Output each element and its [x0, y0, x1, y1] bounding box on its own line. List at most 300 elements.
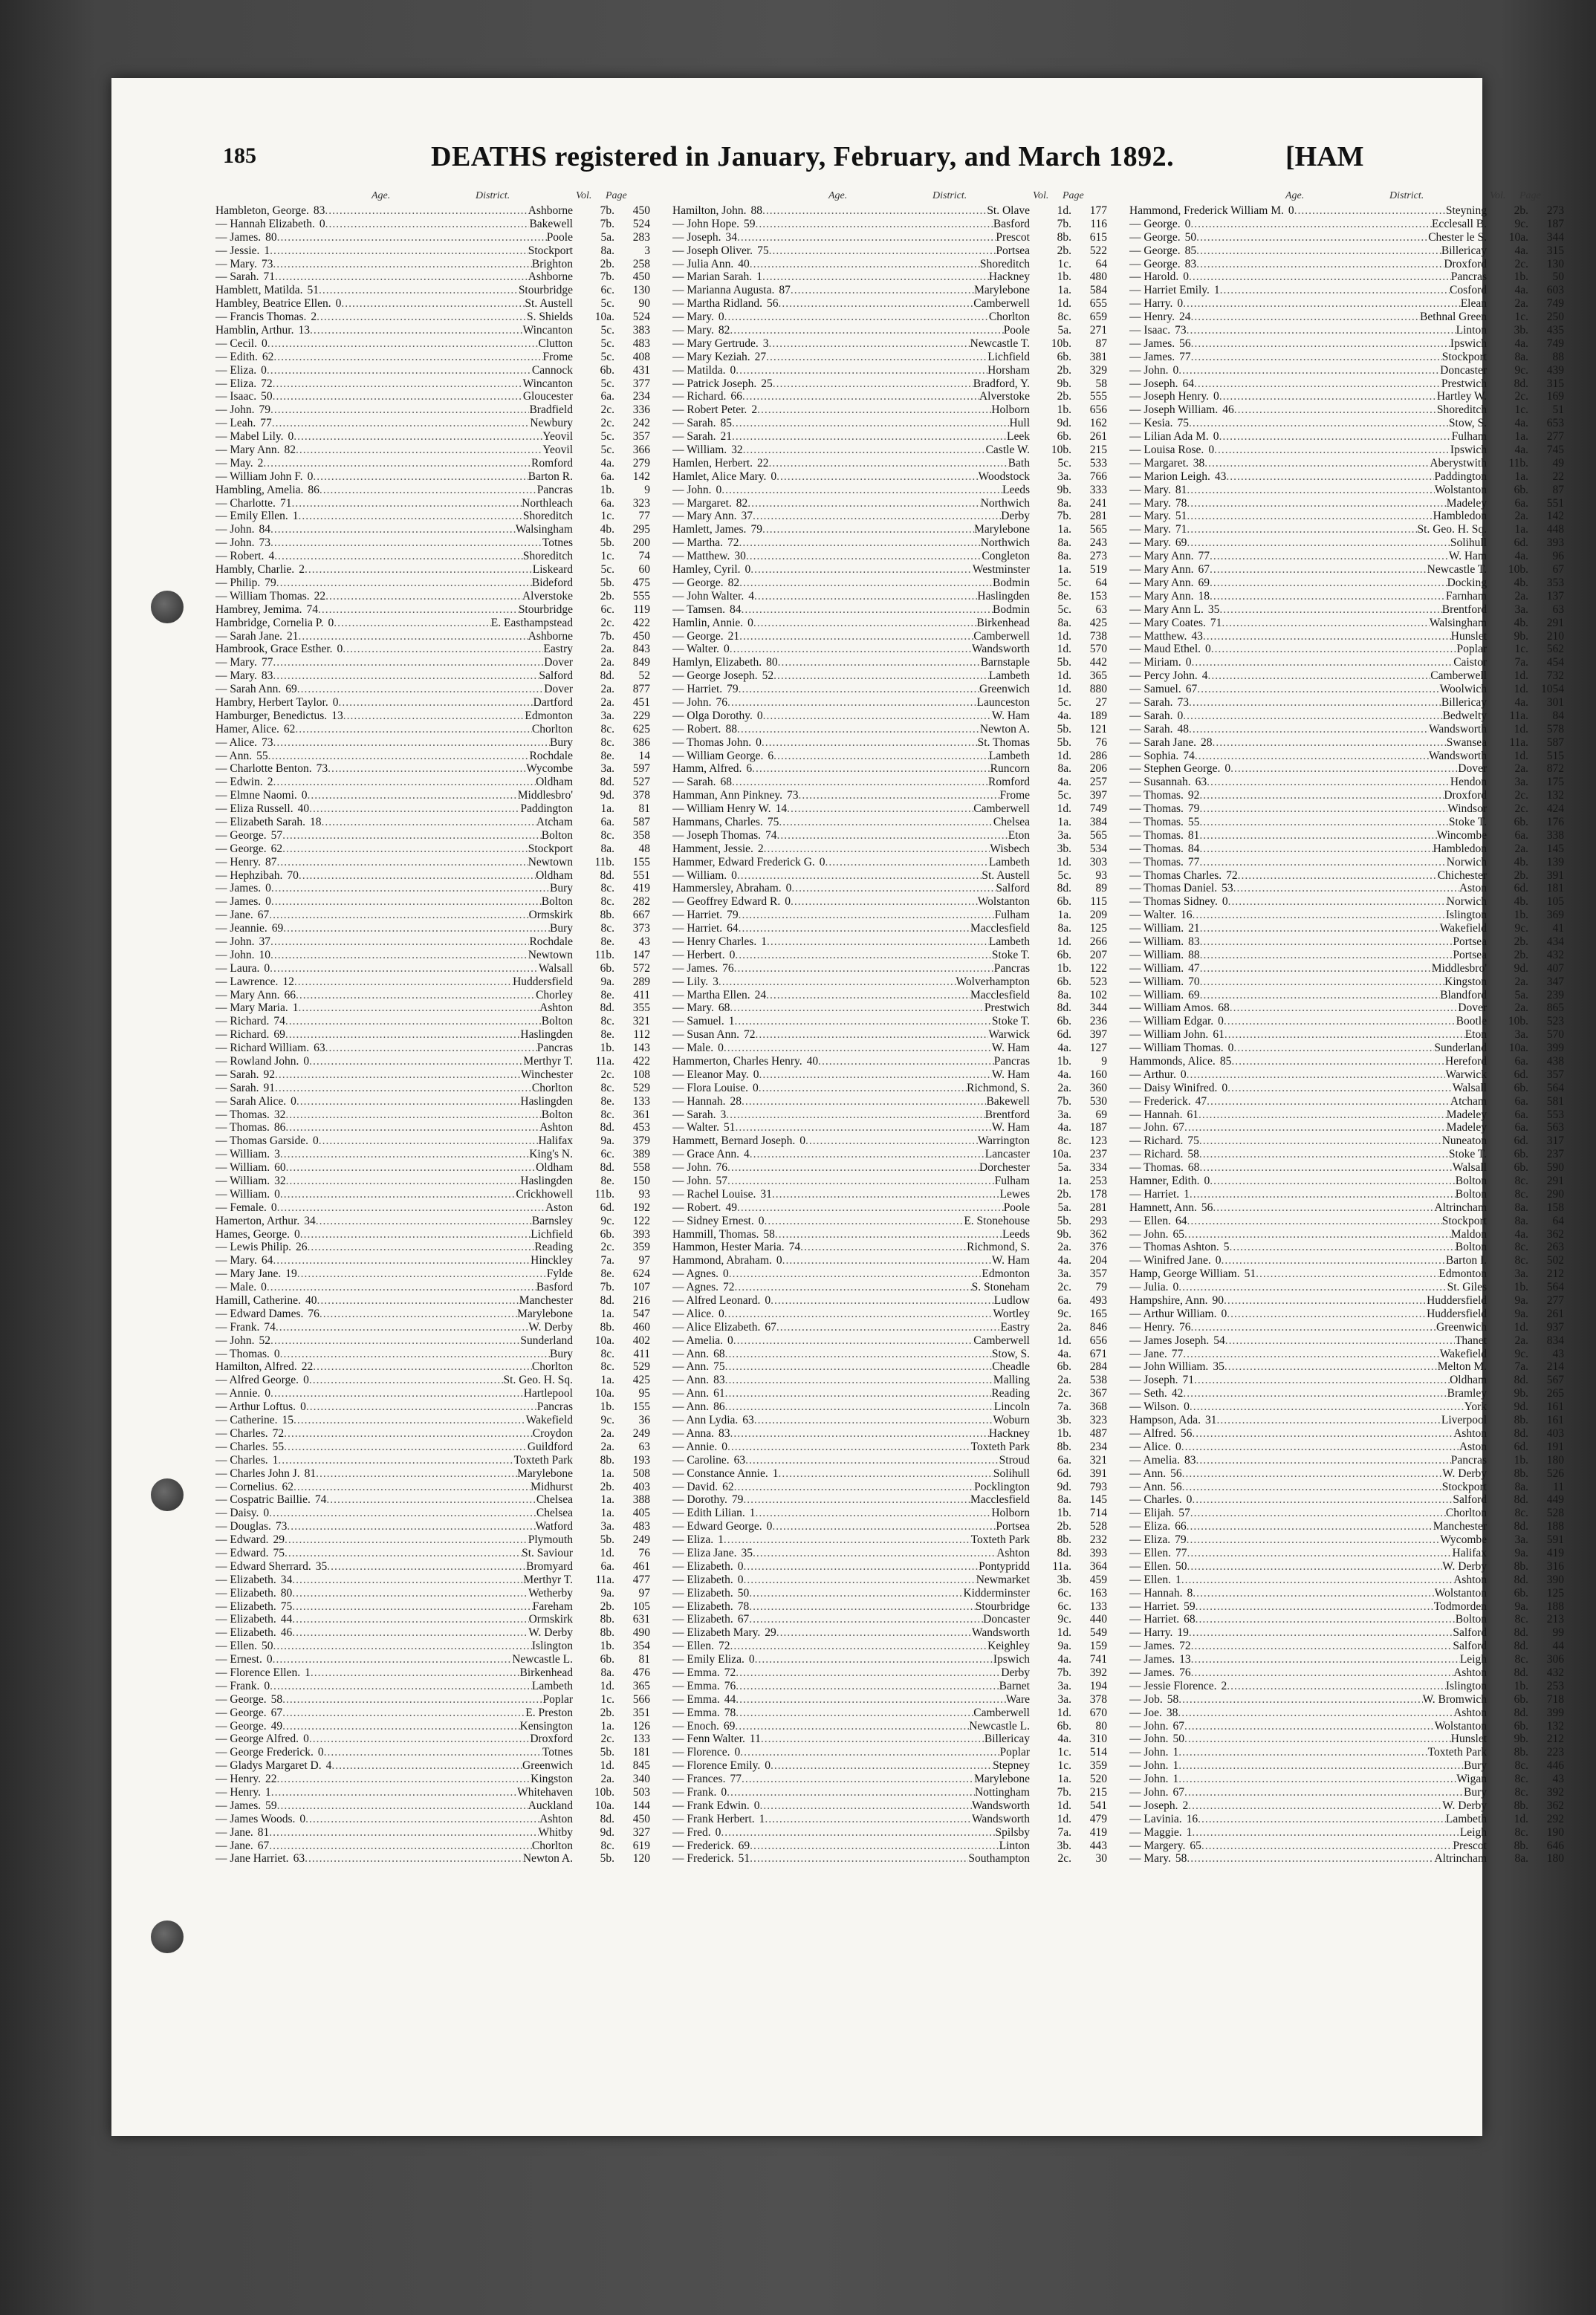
death-entry — [215, 1042, 650, 1055]
entry-volume: 6b. — [1514, 483, 1528, 496]
entry-age: 0 — [771, 470, 777, 483]
entry-name: — John. — [1129, 1773, 1169, 1786]
death-entry — [672, 710, 1107, 723]
entry-page: 391 — [1089, 1467, 1107, 1480]
death-entry — [215, 510, 650, 523]
dot-leader — [269, 1826, 538, 1840]
entry-district: Pancras — [993, 961, 1030, 975]
entry-district: Shoreditch — [522, 510, 573, 523]
dot-leader — [298, 510, 522, 523]
entry-age: 74 — [1183, 749, 1195, 762]
entry-district: Ashton — [1453, 1426, 1487, 1440]
dot-leader — [773, 377, 973, 391]
entry-volume: 8a. — [1057, 988, 1071, 1001]
entry-volume: 6c. — [600, 284, 614, 297]
entry-name: — Edward. — [215, 1533, 269, 1547]
entry-district: Bideford — [531, 576, 573, 589]
entry-district: Haslingden — [977, 589, 1030, 603]
entry-district: Ashton — [539, 1001, 573, 1015]
death-entry — [215, 1068, 650, 1082]
entry-name: — Charlotte. — [215, 496, 276, 510]
entry-age: 0 — [328, 616, 334, 629]
entry-volume: 6a. — [1514, 1108, 1528, 1121]
entry-volume: 8a. — [1514, 350, 1528, 363]
entry-name: — Richard. — [1129, 1148, 1184, 1161]
dot-leader — [267, 364, 532, 377]
dot-leader — [285, 1121, 539, 1134]
death-entry — [215, 270, 650, 284]
entry-age: 79 — [1187, 802, 1200, 816]
entry-district: Wycombe — [526, 762, 573, 776]
death-entry — [672, 1095, 1107, 1108]
entry-district: Melton M. — [1437, 1360, 1487, 1374]
death-entry — [1129, 536, 1564, 550]
entry-page: 846 — [1089, 1320, 1107, 1334]
entry-volume: 2a. — [1057, 1374, 1071, 1387]
dot-leader — [750, 1852, 968, 1866]
entry-page: 347 — [1546, 975, 1564, 988]
death-entry — [1129, 377, 1564, 391]
entry-age: 67 — [1185, 683, 1198, 696]
entry-page: 877 — [632, 683, 650, 696]
entry-district: Altrincham — [1434, 1201, 1487, 1214]
death-entry — [215, 1134, 650, 1148]
dot-leader — [1213, 1201, 1434, 1215]
dot-leader — [273, 258, 532, 271]
death-entry — [1129, 949, 1564, 962]
dot-leader — [297, 1267, 547, 1281]
entry-name: Hames, George. — [215, 1227, 291, 1241]
dot-leader — [818, 1055, 994, 1068]
death-entry — [672, 218, 1107, 231]
dot-leader — [308, 1241, 535, 1254]
dot-leader — [1226, 470, 1434, 484]
entry-volume: 8d. — [600, 1294, 614, 1308]
entry-name: — Frank Edwin. — [672, 1799, 750, 1812]
entry-volume: 2b. — [1514, 204, 1528, 217]
entry-page: 670 — [1089, 1706, 1107, 1719]
entry-name: — May. — [215, 456, 253, 470]
entry-name: — Emma. — [672, 1706, 720, 1719]
entry-age: 59 — [265, 1799, 277, 1812]
entry-volume: 5c. — [1057, 456, 1071, 470]
entry-district: Nuneaton — [1441, 1134, 1487, 1148]
entry-name: — George. — [215, 1719, 267, 1733]
entry-district: Stourbridge — [975, 1600, 1030, 1613]
entry-page: 265 — [1546, 1387, 1564, 1400]
entry-age: 21 — [1188, 922, 1200, 935]
entry-age: 16 — [1181, 909, 1193, 922]
entry-age: 67 — [270, 1706, 283, 1719]
death-entry — [1129, 989, 1564, 1002]
entry-age: 80 — [766, 656, 778, 669]
entry-age: 70 — [287, 868, 299, 882]
entry-volume: 9d. — [600, 789, 614, 802]
entry-age: 22 — [757, 456, 769, 470]
dot-leader — [1196, 1613, 1456, 1626]
entry-district: Wigan — [1456, 1773, 1487, 1786]
entry-district: Northleach — [522, 496, 573, 510]
entry-page: 378 — [1089, 1692, 1107, 1706]
entry-volume: 4a. — [1514, 284, 1528, 297]
death-entry — [215, 1441, 650, 1454]
entry-district: Chorley — [536, 988, 573, 1001]
entry-name: Hammerton, Charles Henry. — [672, 1055, 802, 1068]
dot-leader — [735, 1015, 992, 1028]
entry-district: Dover — [544, 656, 573, 669]
entry-age: 76 — [716, 695, 728, 709]
entry-age: 83 — [313, 204, 325, 217]
dot-leader — [1184, 1733, 1451, 1746]
entry-page: 207 — [1089, 948, 1107, 961]
entry-district: Solihull — [1450, 536, 1487, 550]
death-entry — [672, 1267, 1107, 1281]
entry-age: 74 — [306, 603, 318, 616]
dot-leader — [1207, 1095, 1450, 1108]
entry-name: — Thomas. — [1129, 855, 1184, 868]
entry-district: Ecclesall B. — [1431, 217, 1487, 230]
entry-volume: 2c. — [600, 1068, 614, 1081]
dot-leader — [270, 1680, 532, 1693]
entry-page: 476 — [632, 1666, 650, 1679]
entry-district: Bradfield — [529, 403, 573, 417]
entry-district: Elean — [1460, 297, 1487, 311]
entry-page: 249 — [632, 1533, 650, 1547]
page-content — [111, 78, 1564, 2136]
entry-district: Brighton — [531, 257, 573, 270]
entry-district: Doncaster — [1440, 363, 1487, 377]
entry-district: Portsea — [996, 244, 1030, 257]
dot-leader — [331, 1759, 522, 1773]
death-entry — [215, 802, 650, 816]
entry-volume: 1a. — [1057, 909, 1071, 922]
column-header — [1129, 189, 1564, 203]
entry-district: Atcham — [1450, 1094, 1487, 1108]
death-entry — [672, 430, 1107, 444]
entry-age: 0 — [718, 311, 724, 324]
entry-page: 359 — [1089, 1759, 1107, 1773]
entry-page: 581 — [1546, 1094, 1564, 1108]
entry-page: 76 — [638, 1546, 650, 1559]
entry-volume: 8e. — [600, 1175, 614, 1188]
entry-district: Kidderminster — [963, 1586, 1030, 1600]
death-entry — [672, 364, 1107, 377]
dot-leader — [311, 1666, 520, 1680]
entry-name: Hamlet, Alice Mary. — [672, 470, 767, 483]
entry-page: 81 — [638, 1653, 650, 1666]
dot-leader — [1194, 377, 1441, 391]
entry-age: 62 — [262, 350, 274, 363]
entry-volume: 5c. — [600, 337, 614, 350]
entry-volume: 11b. — [594, 1187, 614, 1201]
entry-district: Alverstoke — [522, 589, 573, 603]
entry-volume: 4a. — [1057, 709, 1071, 722]
entry-volume: 9a. — [1057, 1640, 1071, 1653]
entry-age: 0 — [265, 1387, 271, 1400]
entry-volume: 1a. — [600, 1374, 614, 1387]
entry-district: Ashton — [1453, 1666, 1487, 1679]
death-entry — [1129, 270, 1564, 284]
entry-volume: 3a. — [1057, 1267, 1071, 1281]
death-entry — [672, 337, 1107, 351]
dot-leader — [1187, 1852, 1434, 1866]
death-entry — [215, 351, 650, 364]
dot-leader — [277, 231, 547, 244]
entry-page: 193 — [632, 1453, 650, 1467]
entry-page: 354 — [632, 1640, 650, 1653]
entry-volume: 1d. — [1057, 629, 1071, 643]
death-entry — [672, 1840, 1107, 1853]
death-entry — [672, 1600, 1107, 1614]
entry-volume: 8c. — [600, 1839, 614, 1852]
entry-volume: 5b. — [1057, 1214, 1071, 1227]
death-entry — [1129, 1574, 1564, 1587]
entry-volume: 8a. — [1057, 616, 1071, 629]
entry-district: Chichester — [1437, 868, 1487, 882]
dot-leader — [739, 683, 979, 696]
entry-volume: 6d. — [1514, 882, 1528, 895]
entry-district: Islington — [531, 1640, 573, 1653]
entry-age: 43 — [1214, 470, 1227, 483]
death-entry — [215, 1613, 650, 1626]
entry-name: — George. — [215, 1706, 267, 1719]
entry-district: Pancras — [536, 483, 573, 496]
entry-page: 216 — [632, 1294, 650, 1308]
entry-volume: 2b. — [600, 589, 614, 603]
death-entry — [672, 909, 1107, 922]
entry-volume: 7b. — [600, 270, 614, 284]
death-entry — [1129, 1015, 1564, 1028]
death-entry — [672, 1175, 1107, 1188]
entry-volume: 6a. — [1514, 1094, 1528, 1108]
entry-age: 63 — [733, 1453, 746, 1467]
entry-volume: 1d. — [1514, 1812, 1528, 1825]
dot-leader — [1224, 1294, 1427, 1308]
dot-leader — [742, 1773, 974, 1786]
death-entry — [672, 1374, 1107, 1387]
register-column-1 — [215, 189, 650, 2091]
entry-page: 210 — [1546, 629, 1564, 643]
entry-page: 357 — [632, 430, 650, 444]
death-entry — [1129, 1281, 1564, 1294]
entry-district: Poplar — [999, 1746, 1030, 1759]
entry-volume: 2a. — [600, 643, 614, 656]
entry-page: 411 — [633, 988, 650, 1001]
death-entry — [1129, 1533, 1564, 1547]
dot-leader — [760, 1799, 973, 1813]
entry-age: 10 — [259, 948, 271, 961]
entry-volume: 8b. — [600, 1613, 614, 1626]
entry-age: 32 — [273, 1108, 286, 1121]
dot-leader — [735, 1281, 972, 1294]
death-entry — [672, 1015, 1107, 1028]
death-entry — [1129, 484, 1564, 497]
entry-page: 523 — [1546, 1015, 1564, 1028]
entry-age: 58 — [763, 1227, 775, 1241]
death-entry — [1129, 1161, 1564, 1175]
entry-name: — Elizabeth. — [215, 1613, 276, 1626]
death-entry — [1129, 802, 1564, 816]
entry-page: 284 — [1089, 1360, 1107, 1374]
entry-age: 16 — [1186, 1812, 1198, 1825]
entry-volume: 6c. — [1057, 1586, 1071, 1600]
dot-leader — [327, 1560, 526, 1574]
entry-district: King's N. — [529, 1148, 573, 1161]
dot-leader — [1191, 1666, 1454, 1680]
entry-name: — Joseph. — [1129, 377, 1178, 390]
entry-name: — William Henry W. — [672, 802, 771, 816]
entry-volume: 11a. — [595, 1573, 614, 1586]
entry-volume: 10a. — [594, 1799, 614, 1812]
entry-volume: 1d. — [1057, 1812, 1071, 1825]
entry-name: Hammett, Bernard Joseph. — [672, 1134, 796, 1148]
entry-name: — Alice. — [215, 736, 257, 749]
death-entry — [1129, 1148, 1564, 1161]
entry-page: 153 — [1089, 589, 1107, 603]
entry-district: Bolton — [541, 1108, 573, 1121]
entry-volume: 4a. — [1514, 244, 1528, 257]
entry-volume: 7b. — [1057, 1094, 1071, 1108]
entry-age: 79 — [727, 909, 739, 922]
dot-leader — [270, 1334, 520, 1348]
death-entry — [1129, 1400, 1564, 1414]
dot-leader — [753, 510, 1001, 523]
entry-age: 74 — [788, 1241, 801, 1254]
entry-district: Warrington — [977, 1134, 1030, 1148]
entry-page: 523 — [1089, 975, 1107, 988]
entry-volume: 8d. — [600, 1812, 614, 1825]
entry-volume: 8d. — [1514, 1666, 1528, 1679]
entry-name: — Henry. — [1129, 311, 1175, 324]
entry-name: Hammill, Thomas. — [672, 1227, 759, 1241]
entry-page: 522 — [1089, 244, 1107, 257]
entry-age: 78 — [724, 1706, 736, 1719]
dot-leader — [1198, 1108, 1447, 1122]
entry-name: — Frances. — [672, 1773, 726, 1786]
entry-volume: 2a. — [1514, 589, 1528, 603]
entry-district: Leeds — [1002, 1227, 1030, 1241]
entry-district: Barnsley — [531, 1214, 573, 1227]
dot-leader — [1210, 590, 1446, 603]
entry-district: Lichfield — [987, 350, 1030, 363]
dot-leader — [1199, 1148, 1449, 1161]
entry-name: — Cecil. — [215, 337, 257, 350]
entry-age: 22 — [301, 1360, 314, 1374]
entry-district: Droxford — [530, 1733, 573, 1746]
age-header: Age. — [828, 190, 848, 201]
entry-volume: 9d. — [1514, 1400, 1528, 1414]
entry-district: St. Austell — [982, 868, 1030, 882]
entry-name: — Hannah. — [672, 1094, 726, 1108]
entry-name: — Ellen. — [672, 1640, 714, 1653]
entry-volume: 8c. — [1514, 1785, 1528, 1799]
entry-age: 6 — [746, 762, 753, 776]
entry-district: Lewes — [999, 1187, 1030, 1201]
entry-age: 4 — [748, 589, 754, 603]
death-entry — [215, 1693, 650, 1707]
dot-leader — [772, 1520, 996, 1533]
entry-name: — William. — [1129, 922, 1184, 935]
entry-volume: 1a. — [600, 1507, 614, 1520]
entry-volume: 6a. — [1514, 828, 1528, 842]
entry-age: 56 — [766, 297, 779, 311]
death-entry — [1129, 510, 1564, 523]
entry-name: — Sarah. — [215, 1081, 259, 1094]
death-entry — [215, 497, 650, 510]
entry-page: 249 — [632, 1426, 650, 1440]
entry-name: — Elizabeth Sarah. — [215, 815, 305, 828]
entry-name: — Mary. — [672, 324, 714, 337]
death-entry — [215, 484, 650, 497]
entry-district: Stockport — [1441, 1480, 1487, 1493]
entry-name: — Cornelius. — [215, 1480, 278, 1493]
entry-page: 14 — [638, 749, 650, 762]
death-entry — [215, 1733, 650, 1746]
entry-name: — Laura. — [215, 961, 260, 975]
entry-page: 603 — [1546, 284, 1564, 297]
entry-page: 667 — [632, 909, 650, 922]
entry-age: 74 — [314, 1493, 327, 1507]
entry-page: 97 — [638, 1254, 650, 1267]
entry-page: 368 — [1089, 1400, 1107, 1414]
entry-age: 0 — [332, 695, 339, 709]
entry-page: 567 — [1546, 1374, 1564, 1387]
dot-leader — [324, 1746, 542, 1759]
entry-district: Birkenhead — [519, 1666, 573, 1679]
dot-leader — [762, 523, 974, 536]
entry-age: 47 — [1188, 961, 1200, 975]
entry-page: 9 — [644, 483, 650, 496]
entry-age: 0 — [337, 643, 343, 656]
entry-page: 834 — [1546, 1334, 1564, 1347]
death-entry — [215, 1215, 650, 1228]
dot-leader — [769, 457, 1008, 470]
death-entry — [1129, 816, 1564, 829]
entry-volume: 6b. — [1514, 1586, 1528, 1600]
entry-name: — Cospatric Baillie. — [215, 1493, 311, 1507]
dot-leader — [1199, 789, 1444, 802]
death-entry — [1129, 204, 1564, 218]
entry-page: 558 — [632, 1161, 650, 1175]
entry-name: Hambly, Charlie. — [215, 563, 295, 577]
death-entry — [215, 1560, 650, 1574]
entry-page: 524 — [632, 217, 650, 230]
death-entry — [1129, 962, 1564, 975]
entry-volume: 8b. — [600, 1320, 614, 1334]
entry-age: 58 — [270, 1692, 283, 1706]
dot-leader — [1217, 1414, 1441, 1427]
entry-page: 383 — [632, 324, 650, 337]
entry-volume: 6d. — [1514, 1134, 1528, 1148]
dot-leader — [773, 750, 989, 763]
entry-volume: 9d. — [1514, 961, 1528, 975]
entry-age: 77 — [1187, 855, 1200, 868]
entry-district: Camberwell — [973, 1334, 1030, 1347]
entry-district: Islington — [1445, 1679, 1487, 1692]
dot-leader — [1189, 270, 1451, 284]
entry-age: 0 — [335, 297, 342, 311]
entry-name: — Daisy Winifred. — [1129, 1081, 1218, 1094]
dot-leader — [742, 1095, 987, 1108]
entry-volume: 3a. — [1514, 1028, 1528, 1042]
death-entry — [215, 390, 650, 403]
entry-page: 301 — [1546, 695, 1564, 709]
entry-district: Bakewell — [529, 217, 573, 230]
dot-leader — [1182, 1481, 1442, 1494]
entry-name: — Thomas Daniel. — [1129, 882, 1218, 895]
entry-age: 32 — [731, 444, 743, 457]
entry-name: — Ann. — [672, 1360, 710, 1374]
